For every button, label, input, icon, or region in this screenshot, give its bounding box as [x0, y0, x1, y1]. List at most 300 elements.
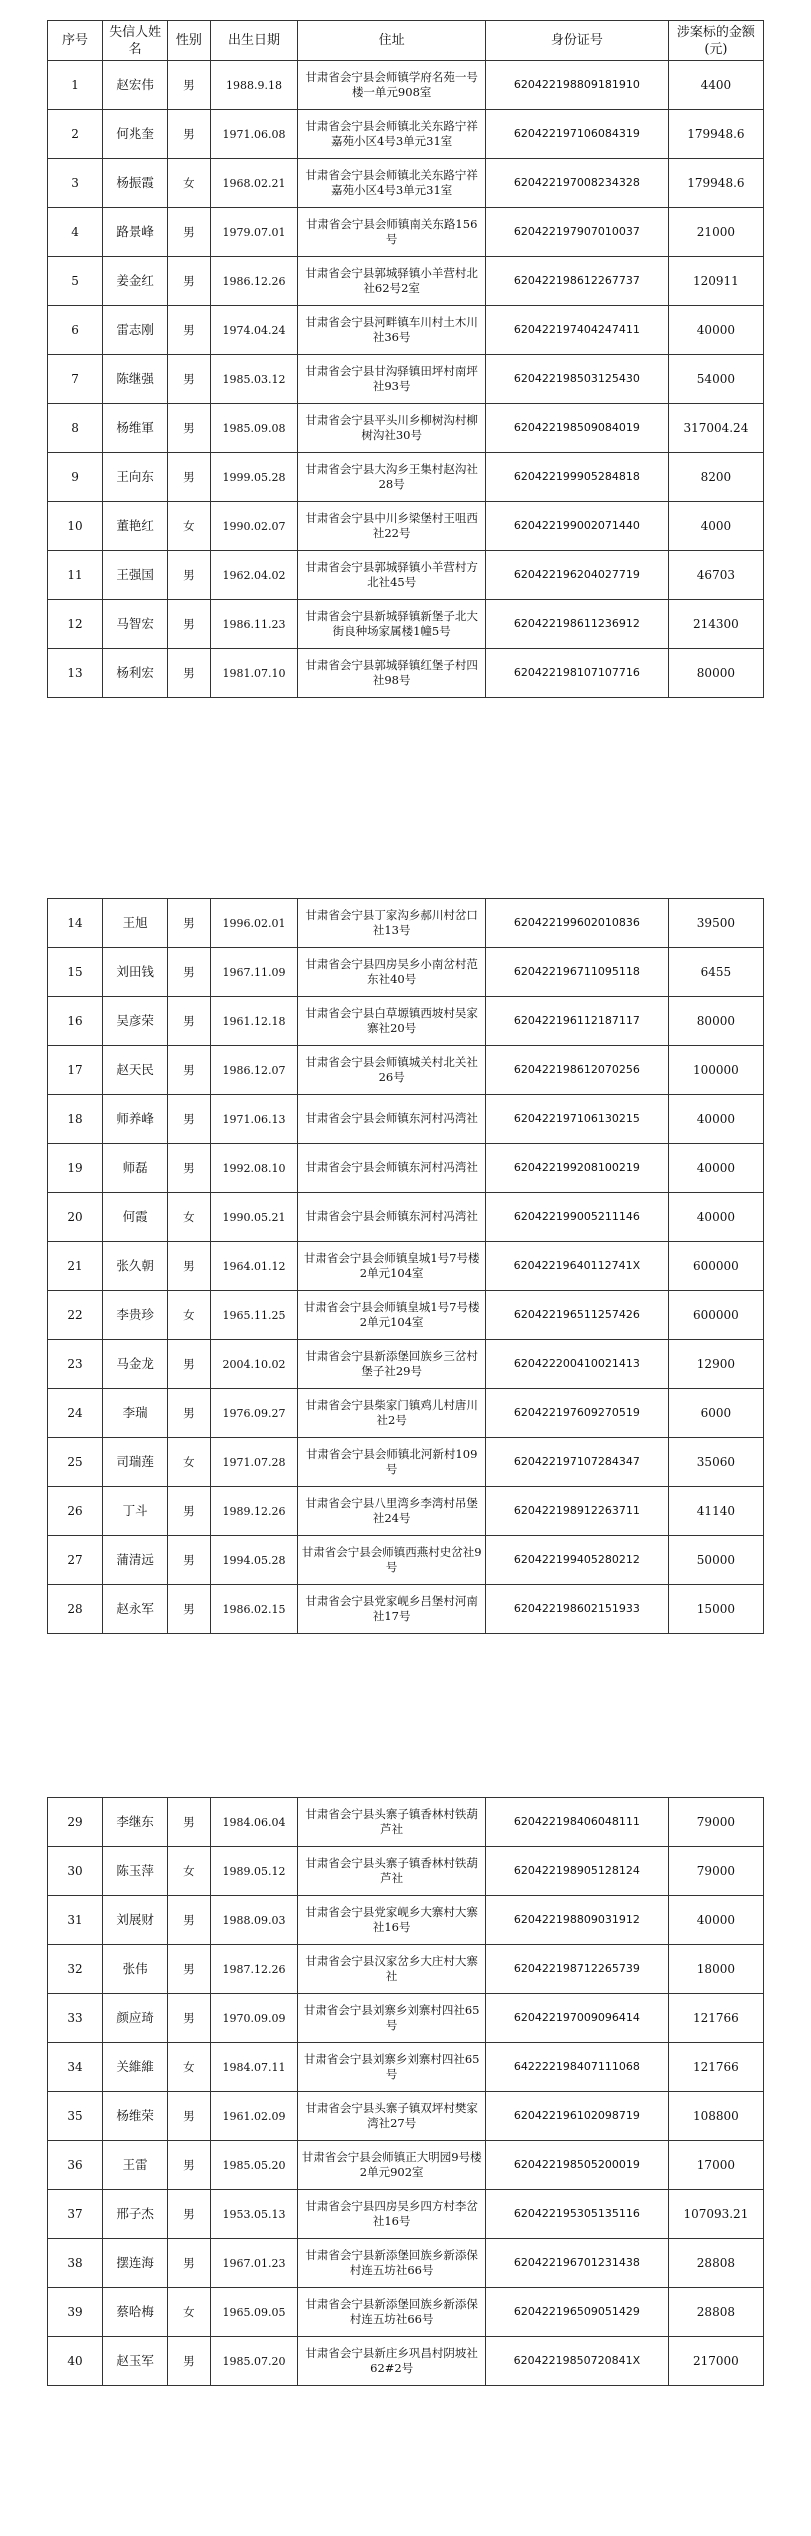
id-number-cell: 620422196701231438 — [486, 2239, 669, 2288]
address-cell: 甘肃省会宁县头寨子镇香林村铁葫芦社 — [298, 1847, 486, 1896]
id-number-cell: 620422198809181910 — [486, 61, 669, 110]
amount-cell: 121766 — [668, 1994, 763, 2043]
gender-cell: 女 — [168, 1193, 211, 1242]
amount-cell: 600000 — [668, 1291, 763, 1340]
gender-cell: 男 — [168, 453, 211, 502]
amount-cell: 54000 — [668, 355, 763, 404]
debtor-name-cell: 李继东 — [103, 1798, 168, 1847]
table-row — [48, 1144, 764, 1193]
id-number-cell: 620422196204027719 — [486, 551, 669, 600]
column-header: 性别 — [168, 21, 211, 61]
amount-cell: 46703 — [668, 551, 763, 600]
address-cell: 甘肃省会宁县郭城驿镇小羊营村北社62号2室 — [298, 257, 486, 306]
amount-cell: 79000 — [668, 1847, 763, 1896]
id-number-cell: 620422197404247411 — [486, 306, 669, 355]
address-cell: 甘肃省会宁县刘寨乡刘寨村四社65号 — [298, 2043, 486, 2092]
table-row — [48, 948, 764, 997]
table-row — [48, 2190, 764, 2239]
table-row — [48, 2092, 764, 2141]
address-cell: 甘肃省会宁县会师镇北关东路宁祥嘉苑小区4号3单元31室 — [298, 110, 486, 159]
amount-cell: 79000 — [668, 1798, 763, 1847]
id-number-cell: 620422199005211146 — [486, 1193, 669, 1242]
id-number-cell: 620422195305135116 — [486, 2190, 669, 2239]
amount-cell: 6455 — [668, 948, 763, 997]
address-cell: 甘肃省会宁县中川乡梁堡村王咀西社22号 — [298, 502, 486, 551]
birth-date-cell: 1999.05.28 — [210, 453, 298, 502]
table-row — [48, 257, 764, 306]
birth-date-cell: 1961.12.18 — [210, 997, 298, 1046]
debtor-name-cell: 摆连海 — [103, 2239, 168, 2288]
id-number-cell: 642222198407111068 — [486, 2043, 669, 2092]
table-row — [48, 1340, 764, 1389]
address-cell: 甘肃省会宁县新添堡回族乡新添保村连五坊社66号 — [298, 2288, 486, 2337]
table-row — [48, 1095, 764, 1144]
id-number-cell: 620422198505200019 — [486, 2141, 669, 2190]
row-number-cell: 8 — [48, 404, 103, 453]
table-row — [48, 1585, 764, 1634]
gender-cell: 男 — [168, 257, 211, 306]
row-number-cell: 20 — [48, 1193, 103, 1242]
address-cell: 甘肃省会宁县会师镇北河新村109号 — [298, 1438, 486, 1487]
id-number-cell: 620422196509051429 — [486, 2288, 669, 2337]
birth-date-cell: 1985.03.12 — [210, 355, 298, 404]
amount-cell: 15000 — [668, 1585, 763, 1634]
birth-date-cell: 1964.01.12 — [210, 1242, 298, 1291]
address-cell: 甘肃省会宁县四房吴乡四方村李岔社16号 — [298, 2190, 486, 2239]
address-cell: 甘肃省会宁县会师镇东河村冯湾社 — [298, 1144, 486, 1193]
id-number-cell: 620422196112187117 — [486, 997, 669, 1046]
address-cell: 甘肃省会宁县会师镇正大明园9号楼2单元902室 — [298, 2141, 486, 2190]
column-header: 身份证号 — [486, 21, 669, 61]
amount-cell: 28808 — [668, 2288, 763, 2337]
address-cell: 甘肃省会宁县丁家沟乡郝川村岔口社13号 — [298, 899, 486, 948]
birth-date-cell: 1962.04.02 — [210, 551, 298, 600]
table-row — [48, 502, 764, 551]
debtor-name-cell: 李贵珍 — [103, 1291, 168, 1340]
id-number-cell: 620422198905128124 — [486, 1847, 669, 1896]
id-number-cell: 620422196102098719 — [486, 2092, 669, 2141]
address-cell: 甘肃省会宁县白草塬镇西坡村吴家寨社20号 — [298, 997, 486, 1046]
birth-date-cell: 1967.11.09 — [210, 948, 298, 997]
debtor-name-cell: 颜应琦 — [103, 1994, 168, 2043]
amount-cell: 108800 — [668, 2092, 763, 2141]
row-number-cell: 9 — [48, 453, 103, 502]
id-number-cell: 620422197106130215 — [486, 1095, 669, 1144]
id-number-cell: 620422198912263711 — [486, 1487, 669, 1536]
gender-cell: 男 — [168, 899, 211, 948]
debtor-name-cell: 蒲清远 — [103, 1536, 168, 1585]
gender-cell: 男 — [168, 1585, 211, 1634]
amount-cell: 21000 — [668, 208, 763, 257]
amount-cell: 217000 — [668, 2337, 763, 2386]
debtor-name-cell: 吴彦荣 — [103, 997, 168, 1046]
birth-date-cell: 1984.06.04 — [210, 1798, 298, 1847]
row-number-cell: 14 — [48, 899, 103, 948]
row-number-cell: 29 — [48, 1798, 103, 1847]
amount-cell: 18000 — [668, 1945, 763, 1994]
amount-cell: 40000 — [668, 1193, 763, 1242]
id-number-cell: 620422198712265739 — [486, 1945, 669, 1994]
id-number-cell: 620422197609270519 — [486, 1389, 669, 1438]
birth-date-cell: 1971.06.13 — [210, 1095, 298, 1144]
id-number-cell: 620422198602151933 — [486, 1585, 669, 1634]
id-number-cell: 620422197009096414 — [486, 1994, 669, 2043]
gender-cell: 男 — [168, 2141, 211, 2190]
row-number-cell: 11 — [48, 551, 103, 600]
id-number-cell: 620422200410021413 — [486, 1340, 669, 1389]
row-number-cell: 31 — [48, 1896, 103, 1945]
id-number-cell: 62042219850720841X — [486, 2337, 669, 2386]
amount-cell: 600000 — [668, 1242, 763, 1291]
table-row — [48, 2288, 764, 2337]
row-number-cell: 34 — [48, 2043, 103, 2092]
gender-cell: 女 — [168, 1847, 211, 1896]
gender-cell: 男 — [168, 1144, 211, 1193]
id-number-cell: 620422198611236912 — [486, 600, 669, 649]
row-number-cell: 30 — [48, 1847, 103, 1896]
row-number-cell: 16 — [48, 997, 103, 1046]
birth-date-cell: 1953.05.13 — [210, 2190, 298, 2239]
id-number-cell: 620422198809031912 — [486, 1896, 669, 1945]
birth-date-cell: 1979.07.01 — [210, 208, 298, 257]
debtor-name-cell: 王强国 — [103, 551, 168, 600]
table-row — [48, 1798, 764, 1847]
table-row — [48, 1847, 764, 1896]
debtor-name-cell: 路景峰 — [103, 208, 168, 257]
row-number-cell: 18 — [48, 1095, 103, 1144]
birth-date-cell: 1989.12.26 — [210, 1487, 298, 1536]
address-cell: 甘肃省会宁县党家岘乡吕堡村河南社17号 — [298, 1585, 486, 1634]
address-cell: 甘肃省会宁县郭城驿镇红堡子村四社98号 — [298, 649, 486, 698]
address-cell: 甘肃省会宁县新城驿镇新堡子北大街良种场家属楼1幢5号 — [298, 600, 486, 649]
gender-cell: 男 — [168, 1994, 211, 2043]
address-cell: 甘肃省会宁县会师镇南关东路156号 — [298, 208, 486, 257]
birth-date-cell: 1986.11.23 — [210, 600, 298, 649]
debtor-name-cell: 赵天民 — [103, 1046, 168, 1095]
address-cell: 甘肃省会宁县党家岘乡大寨村大寨社16号 — [298, 1896, 486, 1945]
amount-cell: 40000 — [668, 1095, 763, 1144]
birth-date-cell: 2004.10.02 — [210, 1340, 298, 1389]
row-number-cell: 26 — [48, 1487, 103, 1536]
gender-cell: 男 — [168, 1896, 211, 1945]
table-row — [48, 61, 764, 110]
id-number-cell: 620422199002071440 — [486, 502, 669, 551]
birth-date-cell: 1971.06.08 — [210, 110, 298, 159]
row-number-cell: 15 — [48, 948, 103, 997]
debtor-name-cell: 王旭 — [103, 899, 168, 948]
amount-cell: 214300 — [668, 600, 763, 649]
address-cell: 甘肃省会宁县甘沟驿镇田坪村南坪社93号 — [298, 355, 486, 404]
debtor-name-cell: 刘展财 — [103, 1896, 168, 1945]
address-cell: 甘肃省会宁县头寨子镇香林村铁葫芦社 — [298, 1798, 486, 1847]
debtor-name-cell: 董艳红 — [103, 502, 168, 551]
gender-cell: 男 — [168, 2337, 211, 2386]
table-row — [48, 1046, 764, 1095]
table-row — [48, 997, 764, 1046]
row-number-cell: 21 — [48, 1242, 103, 1291]
column-header: 出生日期 — [210, 21, 298, 61]
id-number-cell: 620422198503125430 — [486, 355, 669, 404]
amount-cell: 40000 — [668, 1144, 763, 1193]
debtor-name-cell: 王向东 — [103, 453, 168, 502]
birth-date-cell: 1965.11.25 — [210, 1291, 298, 1340]
address-cell: 甘肃省会宁县新庄乡巩昌村阴坡社62#2号 — [298, 2337, 486, 2386]
birth-date-cell: 1985.07.20 — [210, 2337, 298, 2386]
table-row — [48, 649, 764, 698]
debtor-name-cell: 杨利宏 — [103, 649, 168, 698]
debtor-name-cell: 杨维軍 — [103, 404, 168, 453]
table-row — [48, 453, 764, 502]
gender-cell: 男 — [168, 208, 211, 257]
gender-cell: 男 — [168, 649, 211, 698]
birth-date-cell: 1976.09.27 — [210, 1389, 298, 1438]
table-row — [48, 1242, 764, 1291]
row-number-cell: 25 — [48, 1438, 103, 1487]
birth-date-cell: 1990.02.07 — [210, 502, 298, 551]
gender-cell: 男 — [168, 61, 211, 110]
table-row — [48, 600, 764, 649]
row-number-cell: 35 — [48, 2092, 103, 2141]
table-row — [48, 404, 764, 453]
gender-cell: 女 — [168, 1291, 211, 1340]
id-number-cell: 620422197907010037 — [486, 208, 669, 257]
debtor-table-section-3 — [47, 1797, 764, 2386]
address-cell: 甘肃省会宁县刘寨乡刘寨村四社65号 — [298, 1994, 486, 2043]
gender-cell: 女 — [168, 2288, 211, 2337]
amount-cell: 179948.6 — [668, 110, 763, 159]
table-row — [48, 1193, 764, 1242]
address-cell: 甘肃省会宁县会师镇北关东路宁祥嘉苑小区4号3单元31室 — [298, 159, 486, 208]
debtor-name-cell: 陈玉萍 — [103, 1847, 168, 1896]
amount-cell: 17000 — [668, 2141, 763, 2190]
debtor-name-cell: 关維維 — [103, 2043, 168, 2092]
id-number-cell: 620422198509084019 — [486, 404, 669, 453]
gender-cell: 男 — [168, 997, 211, 1046]
gender-cell: 男 — [168, 110, 211, 159]
debtor-name-cell: 雷志刚 — [103, 306, 168, 355]
header-row — [48, 21, 764, 61]
amount-cell: 4400 — [668, 61, 763, 110]
gender-cell: 男 — [168, 2239, 211, 2288]
amount-cell: 12900 — [668, 1340, 763, 1389]
debtor-name-cell: 师养峰 — [103, 1095, 168, 1144]
address-cell: 甘肃省会宁县汉家岔乡大庄村大寨社 — [298, 1945, 486, 1994]
amount-cell: 317004.24 — [668, 404, 763, 453]
id-number-cell: 620422196711095118 — [486, 948, 669, 997]
row-number-cell: 7 — [48, 355, 103, 404]
birth-date-cell: 1987.12.26 — [210, 1945, 298, 1994]
table-row — [48, 1487, 764, 1536]
birth-date-cell: 1986.12.26 — [210, 257, 298, 306]
birth-date-cell: 1985.09.08 — [210, 404, 298, 453]
gender-cell: 男 — [168, 1389, 211, 1438]
gender-cell: 女 — [168, 1438, 211, 1487]
amount-cell: 8200 — [668, 453, 763, 502]
table-row — [48, 1896, 764, 1945]
gender-cell: 男 — [168, 404, 211, 453]
gender-cell: 男 — [168, 1095, 211, 1144]
row-number-cell: 23 — [48, 1340, 103, 1389]
amount-cell: 107093.21 — [668, 2190, 763, 2239]
debtor-name-cell: 张久朝 — [103, 1242, 168, 1291]
address-cell: 甘肃省会宁县柴家门镇鸡儿村唐川社2号 — [298, 1389, 486, 1438]
gender-cell: 女 — [168, 2043, 211, 2092]
birth-date-cell: 1996.02.01 — [210, 899, 298, 948]
address-cell: 甘肃省会宁县平头川乡柳树沟村柳树沟社30号 — [298, 404, 486, 453]
debtor-name-cell: 杨维荣 — [103, 2092, 168, 2141]
gender-cell: 男 — [168, 2190, 211, 2239]
row-number-cell: 12 — [48, 600, 103, 649]
amount-cell: 41140 — [668, 1487, 763, 1536]
amount-cell: 40000 — [668, 1896, 763, 1945]
debtor-name-cell: 蔡哈梅 — [103, 2288, 168, 2337]
column-header: 住址 — [298, 21, 486, 61]
birth-date-cell: 1965.09.05 — [210, 2288, 298, 2337]
debtor-name-cell: 张伟 — [103, 1945, 168, 1994]
birth-date-cell: 1986.02.15 — [210, 1585, 298, 1634]
debtor-name-cell: 王雷 — [103, 2141, 168, 2190]
row-number-cell: 36 — [48, 2141, 103, 2190]
address-cell: 甘肃省会宁县会师镇西燕村史岔社9号 — [298, 1536, 486, 1585]
gender-cell: 男 — [168, 948, 211, 997]
address-cell: 甘肃省会宁县会师镇学府名苑一号楼一单元908室 — [298, 61, 486, 110]
birth-date-cell: 1985.05.20 — [210, 2141, 298, 2190]
debtor-name-cell: 马智宏 — [103, 600, 168, 649]
table-row — [48, 306, 764, 355]
address-cell: 甘肃省会宁县会师镇东河村冯湾社 — [298, 1193, 486, 1242]
row-number-cell: 33 — [48, 1994, 103, 2043]
gender-cell: 男 — [168, 1536, 211, 1585]
debtor-table-section-1 — [47, 20, 764, 698]
debtor-table-section-2 — [47, 898, 764, 1634]
row-number-cell: 19 — [48, 1144, 103, 1193]
amount-cell: 80000 — [668, 997, 763, 1046]
gender-cell: 男 — [168, 306, 211, 355]
table-row — [48, 551, 764, 600]
id-number-cell: 620422199405280212 — [486, 1536, 669, 1585]
amount-cell: 80000 — [668, 649, 763, 698]
amount-cell: 39500 — [668, 899, 763, 948]
row-number-cell: 1 — [48, 61, 103, 110]
gender-cell: 女 — [168, 502, 211, 551]
id-number-cell: 620422198107107716 — [486, 649, 669, 698]
debtor-name-cell: 马金龙 — [103, 1340, 168, 1389]
id-number-cell: 620422199208100219 — [486, 1144, 669, 1193]
birth-date-cell: 1971.07.28 — [210, 1438, 298, 1487]
table-row — [48, 2239, 764, 2288]
column-header: 涉案标的金额(元) — [668, 21, 763, 61]
debtor-name-cell: 何霞 — [103, 1193, 168, 1242]
birth-date-cell: 1992.08.10 — [210, 1144, 298, 1193]
row-number-cell: 39 — [48, 2288, 103, 2337]
address-cell: 甘肃省会宁县头寨子镇双坪村樊家湾社27号 — [298, 2092, 486, 2141]
column-header: 序号 — [48, 21, 103, 61]
id-number-cell: 620422198406048111 — [486, 1798, 669, 1847]
gender-cell: 男 — [168, 1798, 211, 1847]
table-row — [48, 899, 764, 948]
gender-cell: 男 — [168, 1242, 211, 1291]
address-cell: 甘肃省会宁县郭城驿镇小羊营村方北社45号 — [298, 551, 486, 600]
address-cell: 甘肃省会宁县河畔镇车川村土木川社36号 — [298, 306, 486, 355]
birth-date-cell: 1990.05.21 — [210, 1193, 298, 1242]
gender-cell: 男 — [168, 600, 211, 649]
gender-cell: 女 — [168, 159, 211, 208]
id-number-cell: 620422197008234328 — [486, 159, 669, 208]
birth-date-cell: 1989.05.12 — [210, 1847, 298, 1896]
gender-cell: 男 — [168, 1340, 211, 1389]
birth-date-cell: 1968.02.21 — [210, 159, 298, 208]
row-number-cell: 32 — [48, 1945, 103, 1994]
table-row — [48, 1389, 764, 1438]
debtor-name-cell: 师磊 — [103, 1144, 168, 1193]
row-number-cell: 2 — [48, 110, 103, 159]
id-number-cell: 62042219640112741X — [486, 1242, 669, 1291]
table-row — [48, 208, 764, 257]
id-number-cell: 620422198612267737 — [486, 257, 669, 306]
debtor-name-cell: 丁斗 — [103, 1487, 168, 1536]
birth-date-cell: 1994.05.28 — [210, 1536, 298, 1585]
amount-cell: 28808 — [668, 2239, 763, 2288]
gender-cell: 男 — [168, 355, 211, 404]
amount-cell: 120911 — [668, 257, 763, 306]
id-number-cell: 620422199602010836 — [486, 899, 669, 948]
debtor-name-cell: 姜金红 — [103, 257, 168, 306]
birth-date-cell: 1988.09.03 — [210, 1896, 298, 1945]
birth-date-cell: 1986.12.07 — [210, 1046, 298, 1095]
debtor-name-cell: 赵永军 — [103, 1585, 168, 1634]
amount-cell: 4000 — [668, 502, 763, 551]
id-number-cell: 620422196511257426 — [486, 1291, 669, 1340]
row-number-cell: 6 — [48, 306, 103, 355]
address-cell: 甘肃省会宁县新添堡回族乡三岔村堡子社29号 — [298, 1340, 486, 1389]
table-row — [48, 2043, 764, 2092]
debtor-name-cell: 邢子杰 — [103, 2190, 168, 2239]
debtor-name-cell: 杨振霞 — [103, 159, 168, 208]
table-row — [48, 1291, 764, 1340]
address-cell: 甘肃省会宁县会师镇东河村冯湾社 — [298, 1095, 486, 1144]
address-cell: 甘肃省会宁县会师镇城关村北关社26号 — [298, 1046, 486, 1095]
row-number-cell: 37 — [48, 2190, 103, 2239]
address-cell: 甘肃省会宁县会师镇皇城1号7号楼2单元104室 — [298, 1242, 486, 1291]
debtor-name-cell: 李瑞 — [103, 1389, 168, 1438]
row-number-cell: 13 — [48, 649, 103, 698]
gender-cell: 男 — [168, 2092, 211, 2141]
amount-cell: 179948.6 — [668, 159, 763, 208]
table-row — [48, 1994, 764, 2043]
amount-cell: 40000 — [668, 306, 763, 355]
debtor-name-cell: 赵玉军 — [103, 2337, 168, 2386]
debtor-name-cell: 刘田钱 — [103, 948, 168, 997]
id-number-cell: 620422197107284347 — [486, 1438, 669, 1487]
birth-date-cell: 1988.9.18 — [210, 61, 298, 110]
id-number-cell: 620422199905284818 — [486, 453, 669, 502]
row-number-cell: 17 — [48, 1046, 103, 1095]
amount-cell: 35060 — [668, 1438, 763, 1487]
id-number-cell: 620422197106084319 — [486, 110, 669, 159]
row-number-cell: 40 — [48, 2337, 103, 2386]
row-number-cell: 22 — [48, 1291, 103, 1340]
row-number-cell: 24 — [48, 1389, 103, 1438]
row-number-cell: 28 — [48, 1585, 103, 1634]
table-row — [48, 1438, 764, 1487]
gender-cell: 男 — [168, 1046, 211, 1095]
table-row — [48, 2337, 764, 2386]
birth-date-cell: 1974.04.24 — [210, 306, 298, 355]
table-row — [48, 110, 764, 159]
table-row — [48, 2141, 764, 2190]
column-header: 失信人姓名 — [103, 21, 168, 61]
debtor-name-cell: 司瑞莲 — [103, 1438, 168, 1487]
